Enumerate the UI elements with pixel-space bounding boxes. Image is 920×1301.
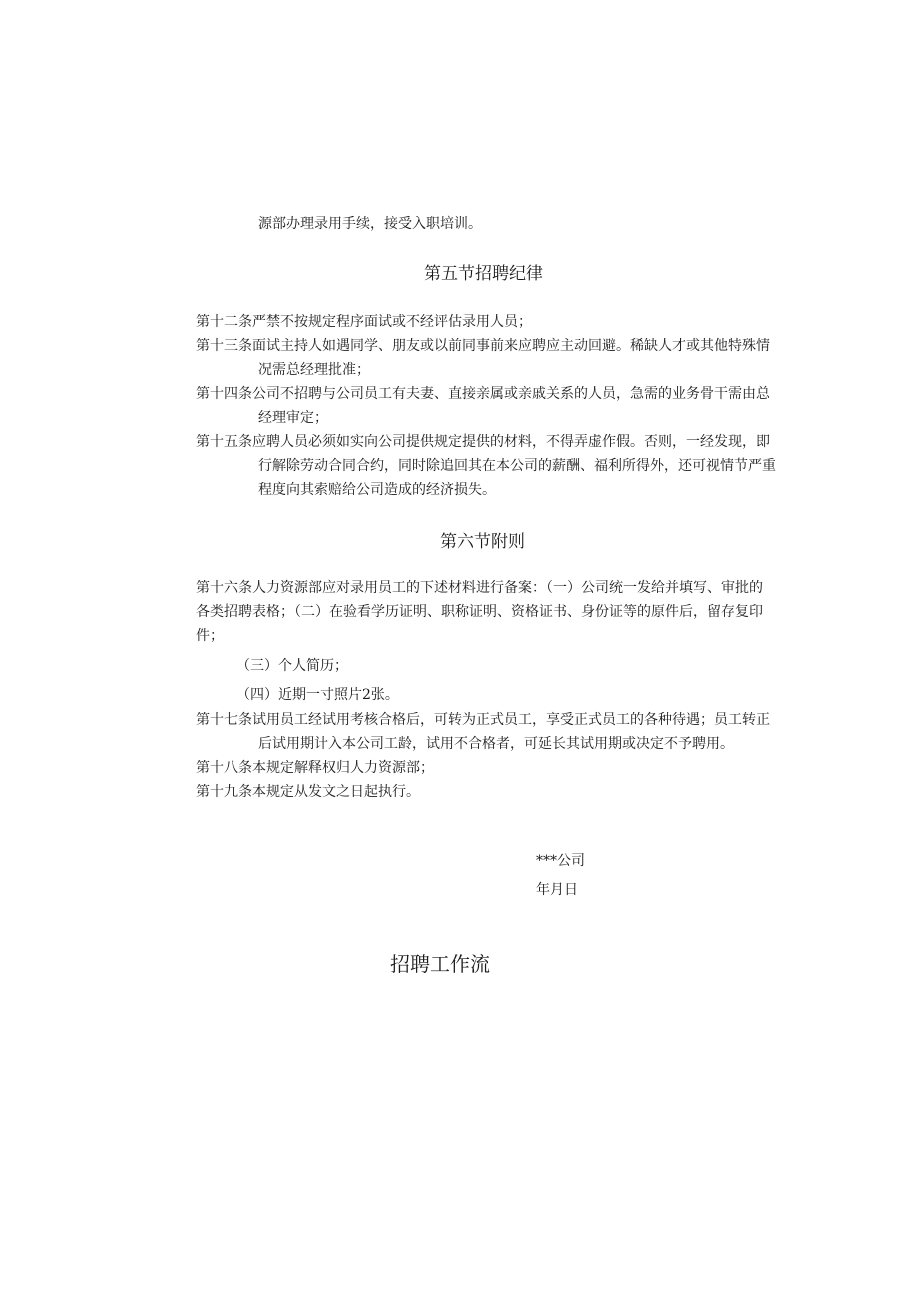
- article-17-line1: 第十七条试用员工经试用考核合格后，可转为正式员工，享受正式员工的各种待遇；员工转正: [196, 712, 770, 728]
- article-16-item3: （三）个人简历；: [236, 658, 348, 674]
- article-15-line1: 第十五条应聘人员必须如实向公司提供规定提供的材料，不得弄虚作假。否则，一经发现，即: [196, 434, 770, 450]
- article-13-line2: 况需总经理批准；: [258, 362, 370, 378]
- article-18: 第十八条本规定解释权归人力资源部；: [196, 760, 434, 776]
- continuation-text: 源部办理录用手续，接受入职培训。: [258, 216, 482, 232]
- article-14-line2: 经理审定；: [258, 410, 328, 426]
- signature-date: 年月日: [536, 882, 578, 898]
- article-17-line2: 后试用期计入本公司工龄，试用不合格者，可延长其试用期或决定不予聘用。: [258, 736, 734, 752]
- signature-company: ***公司: [536, 853, 585, 869]
- article-16-line1: 第十六条人力资源部应对录用员工的下述材料进行备案：（一）公司统一发给并填写、审批的: [196, 580, 763, 596]
- article-16-item4: （四）近期一寸照片2张。: [236, 687, 399, 703]
- article-16-line2: 各类招聘表格；（二）在验看学历证明、职称证明、资格证书、身份证等的原件后，留存复印: [196, 604, 763, 620]
- article-15-line2: 行解除劳动合同合约，同时除追回其在本公司的薪酬、福利所得外，还可视情节严重: [258, 458, 776, 474]
- article-16-line3: 件；: [196, 628, 224, 644]
- article-15-line3: 程度向其索赔给公司造成的经济损失。: [258, 482, 496, 498]
- next-section-title: 招聘工作流: [390, 952, 490, 976]
- article-14-line1: 第十四条公司不招聘与公司员工有夫妻、直接亲属或亲戚关系的人员，急需的业务骨干需由总: [196, 386, 770, 402]
- article-19: 第十九条本规定从发文之日起执行。: [196, 784, 420, 800]
- article-12: 第十二条严禁不按规定程序面试或不经评估录用人员；: [196, 314, 532, 330]
- article-13-line1: 第十三条面试主持人如遇同学、朋友或以前同事前来应聘应主动回避。稀缺人才或其他特殊情: [196, 338, 770, 354]
- section5-title: 第五节招聘纪律: [424, 264, 543, 284]
- section6-title: 第六节附则: [440, 532, 525, 552]
